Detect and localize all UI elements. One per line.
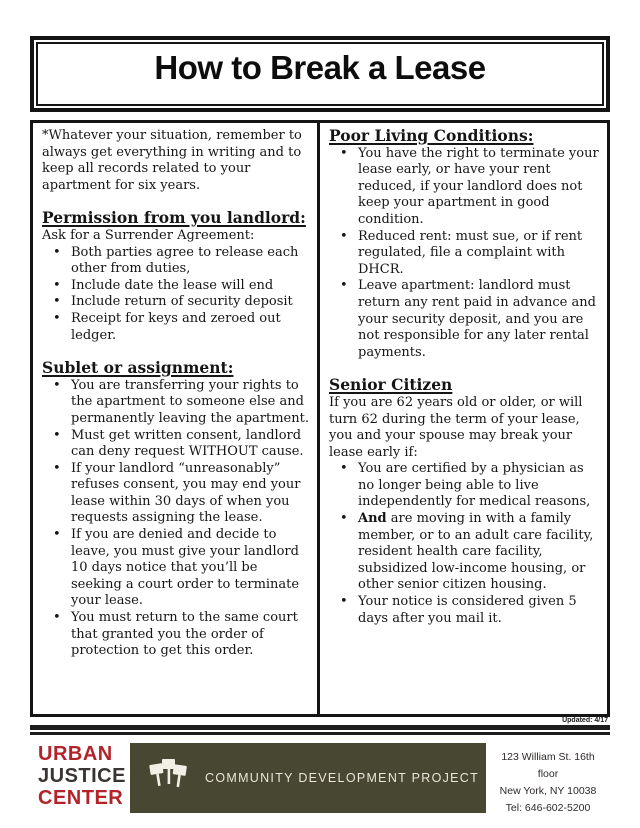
bullet-item: • Must get written consent, landlord can deny request WITHOUT cause. — [42, 428, 309, 461]
bullet-item: • And are moving in with a family member, or to an adult care facility, resident health care facility, subsidized low-income housing, or other senior citizen housing. — [329, 511, 599, 594]
left-column — [33, 123, 320, 714]
section — [329, 377, 599, 627]
section — [42, 210, 309, 344]
address-line: New York, NY 10038 — [499, 785, 597, 797]
bullet-list — [42, 245, 309, 345]
right-column — [320, 123, 607, 714]
org-line-justice: JUSTICE — [38, 765, 126, 787]
picket-signs-icon — [148, 756, 190, 800]
divider-rule — [30, 725, 610, 735]
content-box — [30, 120, 610, 717]
program-banner — [130, 743, 486, 813]
title-box — [30, 36, 610, 112]
bullet-list — [329, 146, 599, 362]
bullet-item: • Include return of security deposit — [42, 294, 309, 311]
bullet-item: • You must return to the same court that granted you the order of protection to get this order. — [42, 610, 309, 660]
page-title: How to Break a Lease — [154, 49, 486, 86]
section-heading: Permission from you landlord: — [42, 208, 306, 228]
bullet-item: • Leave apartment: landlord must return any rent paid in advance and your security deposit, and you are not responsible for any later rental payments. — [329, 278, 599, 361]
address-line: 123 William St. 16th — [501, 751, 595, 763]
section — [329, 128, 599, 361]
bullet-item: • Your notice is considered given 5 days after you mail it. — [329, 594, 599, 627]
address-block — [486, 743, 610, 817]
program-name: COMMUNITY DEVELOPMENT PROJECT — [205, 771, 480, 785]
bullet-item: • Reduced rent: must sue, or if rent regulated, file a complaint with DHCR. — [329, 229, 599, 279]
bullet-item: • You are certified by a physician as no longer being able to live independently for medical reasons, — [329, 461, 599, 511]
bullet-item: • You are transferring your rights to the apartment to someone else and permanently leaving the apartment. — [42, 378, 309, 428]
bullet-item: • Include date the lease will end — [42, 278, 309, 295]
org-line-urban: URBAN — [38, 743, 113, 765]
section — [42, 360, 309, 660]
footer — [30, 743, 610, 817]
bullet-item: • You have the right to terminate your lease early, or have your rent reduced, if your landlord does not keep your apartment in good condition. — [329, 146, 599, 229]
section-heading: Senior Citizen — [329, 375, 453, 395]
section-lead: If you are 62 years old or older, or will turn 62 during the term of your lease, you and your spouse may break your lease early if: — [329, 394, 583, 460]
intro-paragraph: *Whatever your situation, remember to always get everything in writing and to keep all records related to your apartment for six years. — [42, 128, 302, 193]
bullet-item: • If your landlord “unreasonably” refuses consent, you may end your lease within 30 days of when you requests assigning the lease. — [42, 461, 309, 527]
updated-label: Updated: 4/17 — [562, 717, 608, 724]
section-lead: Ask for a Surrender Agreement: — [42, 227, 255, 243]
bullet-list — [42, 378, 309, 660]
bullet-list — [329, 461, 599, 627]
org-line-center: CENTER — [38, 787, 124, 809]
org-logo — [30, 743, 130, 809]
bullet-item: • If you are denied and decide to leave, you must give your landlord 10 days notice that you’ll be seeking a court order to terminate your lease. — [42, 527, 309, 610]
address-line: floor — [537, 768, 559, 780]
title-box-inner — [36, 42, 604, 106]
section-heading: Sublet or assignment: — [42, 358, 234, 378]
bullet-item: • Receipt for keys and zeroed out ledger. — [42, 311, 309, 344]
address-line: Tel: 646-602-5200 — [505, 802, 591, 814]
section-heading: Poor Living Conditions: — [329, 126, 534, 145]
bullet-item: • Both parties agree to release each other from duties, — [42, 245, 309, 278]
